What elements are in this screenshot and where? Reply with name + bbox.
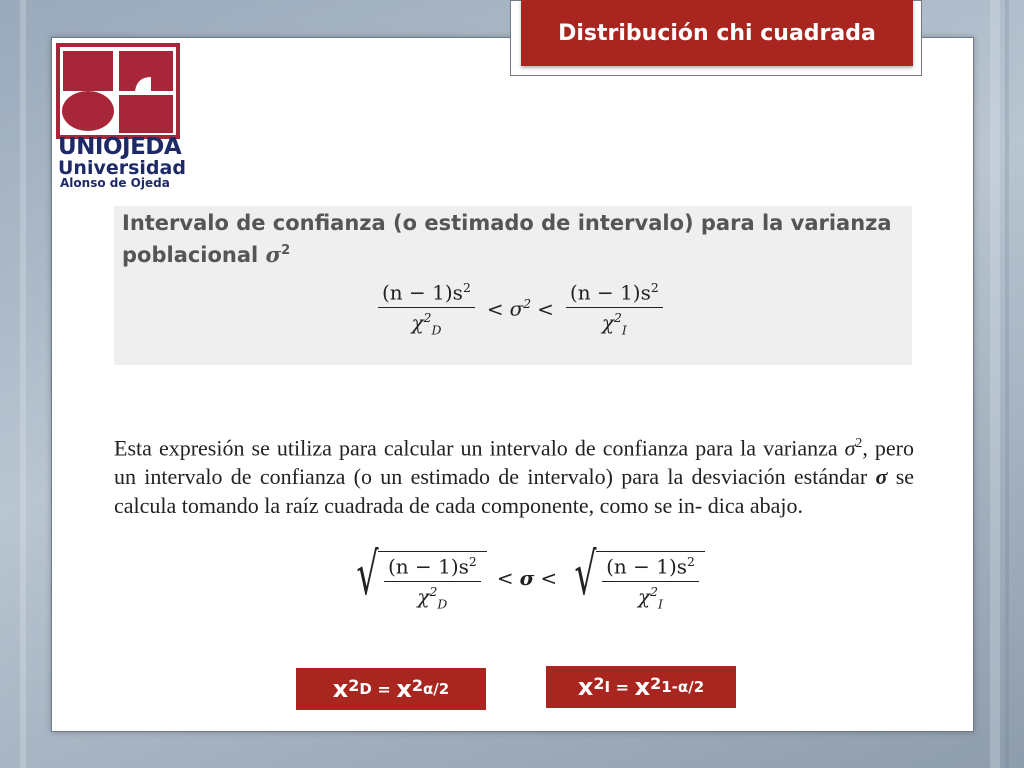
formula-box (114, 206, 912, 365)
fraction: $\frac{(n - 1)s^2}{\chi^2_D}$ (378, 280, 475, 337)
background-stripe (990, 0, 1000, 768)
logo-text: UNIOJEDA (58, 134, 182, 160)
fraction: $\frac{(n - 1)s^2}{\chi^2_I}$ (566, 280, 663, 337)
variance-interval-formula: $\frac{(n - 1)s^2}{\chi^2_D}$ < $\sigma^2$ < $\frac{(n - 1)s^2}{\chi^2_I}$ (372, 280, 669, 337)
logo-text: Universidad (58, 157, 186, 179)
logo-text: Alonso de Ojeda (60, 176, 170, 190)
background-stripe (1005, 0, 1009, 768)
slide-title: Distribución chi cuadrada (521, 0, 913, 66)
std-dev-interval-formula: √ $\frac{(n - 1)s^2}{\chi^2_D}$ < σ < √ $\frac{(n - 1)s^2}{\chi^2_I}$ (345, 545, 709, 611)
slide-panel (51, 37, 974, 732)
chi-right-note: x $^2$ D = x $^2$ α/2 (296, 668, 486, 710)
background-stripe (20, 0, 26, 768)
square-root: √ $\frac{(n - 1)s^2}{\chi^2_I}$ (567, 545, 705, 611)
box-heading: Intervalo de confianza (o estimado de intervalo) para la varianza poblacional $\sigma^2$ (122, 211, 892, 267)
chi-left-note: x $^2$ I = x $^2$ 1-α/2 (546, 666, 736, 708)
explanation-paragraph: Esta expresión se utiliza para calcular un intervalo de confianza para la varianza $\sigma^2$, pero un intervalo de confianza (o un estimado de intervalo) para la desviación estándar σ se calcula tomando la raíz cuadrada de cada componente, como se in- dica abajo. (114, 435, 915, 519)
square-root: √ $\frac{(n - 1)s^2}{\chi^2_D}$ (349, 545, 487, 611)
